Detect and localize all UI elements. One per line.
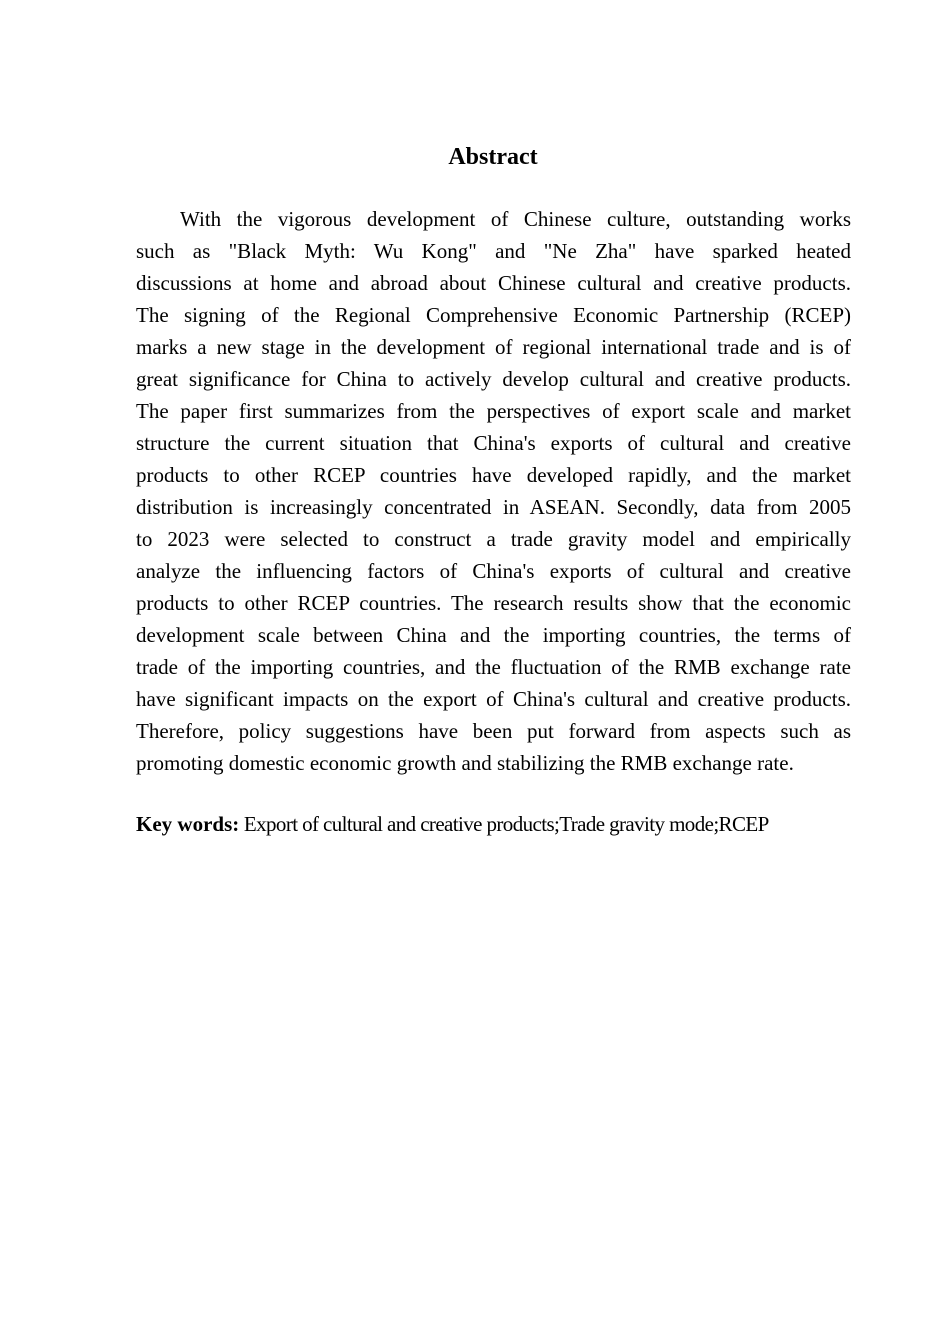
abstract-line: Therefore, policy suggestions have been put forward from aspects such as [136, 719, 851, 743]
abstract-line: such as "Black Myth: Wu Kong" and "Ne Zha" have sparked heated [136, 239, 851, 263]
abstract-line: trade of the importing countries, and the fluctuation of the RMB exchange rate [136, 655, 851, 679]
abstract-line: great significance for China to actively develop cultural and creative products. [136, 367, 851, 391]
abstract-line: products to other RCEP countries. The research results show that the economic [136, 591, 851, 615]
abstract-line: have significant impacts on the export of China's cultural and creative products. [136, 687, 851, 711]
abstract-line: discussions at home and abroad about Chinese cultural and creative products. [136, 271, 851, 295]
abstract-line: distribution is increasingly concentrated in ASEAN. Secondly, data from 2005 [136, 495, 851, 519]
abstract-line: With the vigorous development of Chinese culture, outstanding works [180, 207, 851, 231]
abstract-line: marks a new stage in the development of regional international trade and is of [136, 335, 851, 359]
abstract-line: The paper first summarizes from the perspectives of export scale and market [136, 399, 851, 423]
abstract-line: products to other RCEP countries have developed rapidly, and the market [136, 463, 851, 487]
keywords-value: Export of cultural and creative products;Trade gravity mode;RCEP [243, 812, 769, 836]
keywords [136, 812, 769, 837]
abstract-line: analyze the influencing factors of China's exports of cultural and creative [136, 559, 851, 583]
abstract-line: structure the current situation that China's exports of cultural and creative [136, 431, 851, 455]
abstract-body [136, 203, 851, 779]
abstract-line: development scale between China and the importing countries, the terms of [136, 623, 851, 647]
abstract-line: to 2023 were selected to construct a trade gravity model and empirically [136, 527, 851, 551]
abstract-title: Abstract [448, 144, 538, 170]
abstract-line: promoting domestic economic growth and stabilizing the RMB exchange rate. [136, 751, 794, 775]
keywords-label: Key words: [136, 812, 240, 836]
abstract-line: The signing of the Regional Comprehensive Economic Partnership (RCEP) [136, 303, 851, 327]
